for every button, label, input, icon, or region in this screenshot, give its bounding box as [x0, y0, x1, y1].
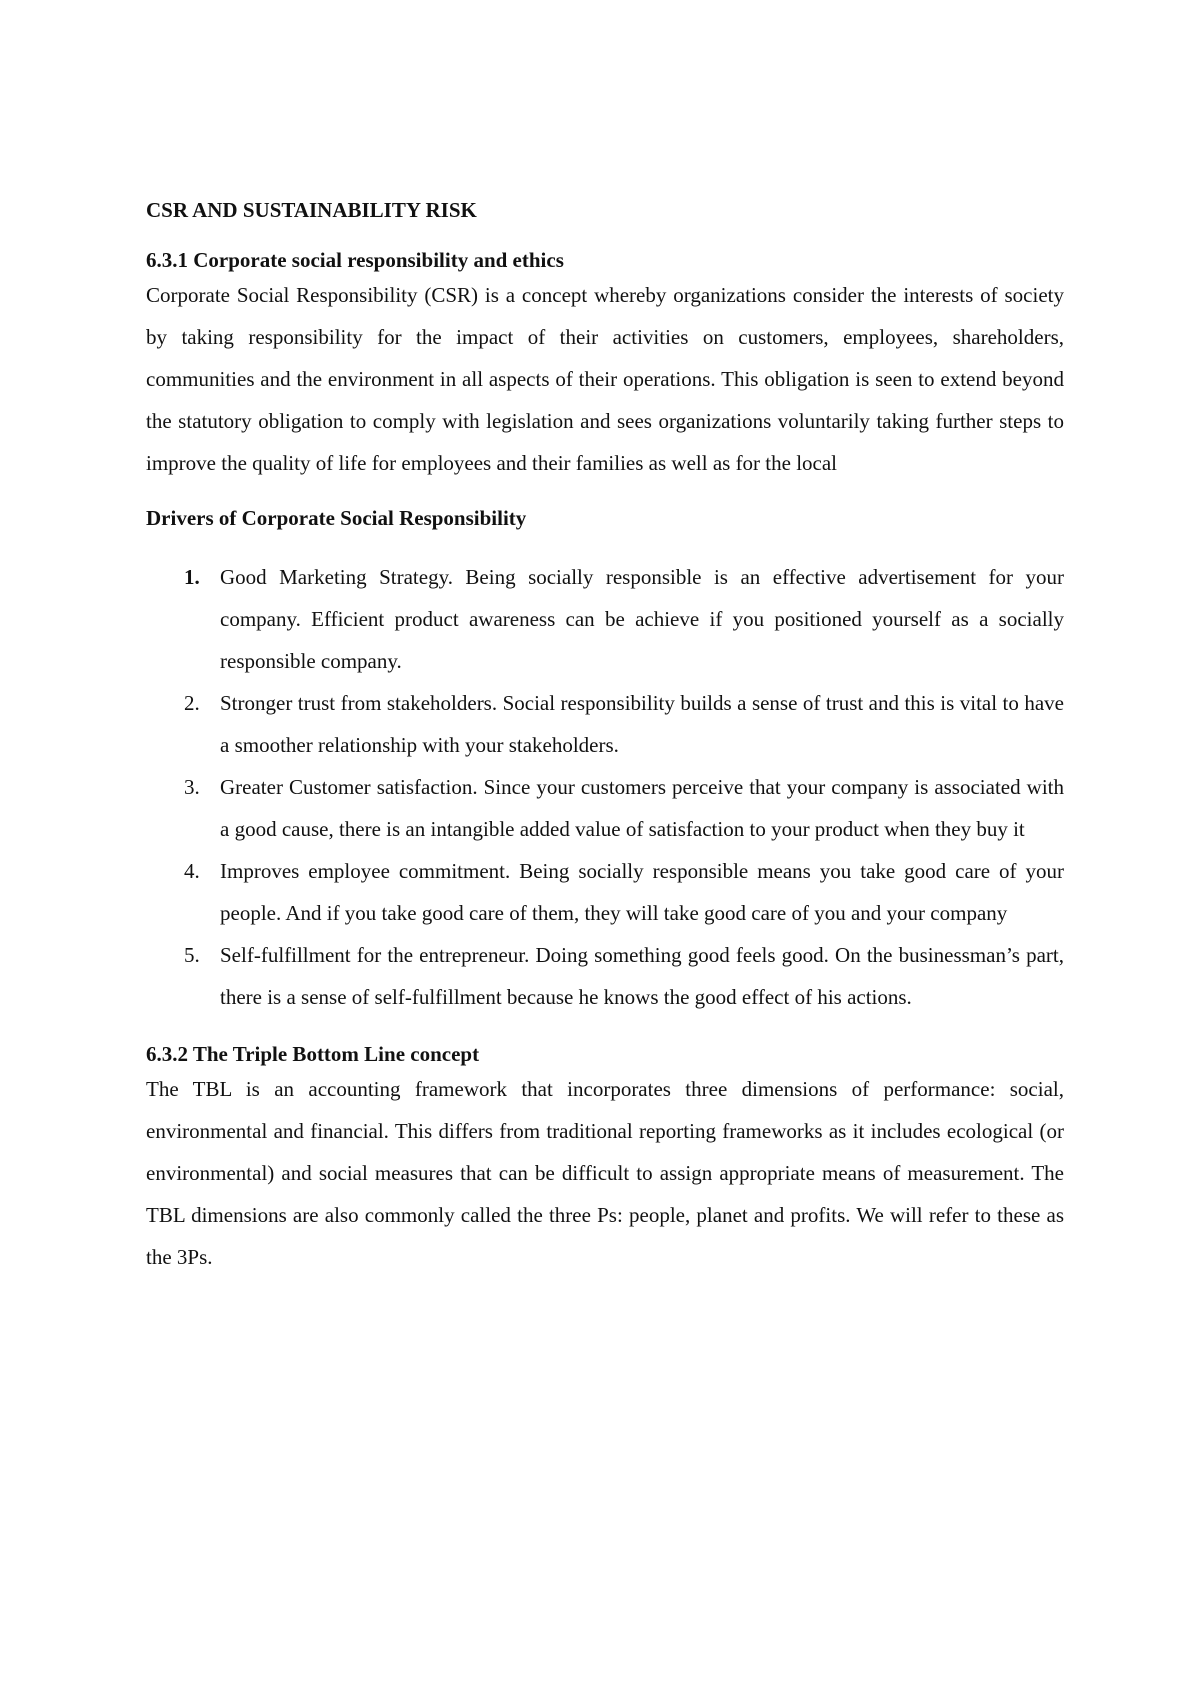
- driver-item: [146, 934, 1064, 1018]
- driver-number: 1.: [184, 565, 200, 589]
- driver-number: 3.: [184, 775, 200, 799]
- document-title: CSR AND SUSTAINABILITY RISK: [146, 198, 477, 222]
- driver-number: 2.: [184, 691, 200, 715]
- section-heading-triple-bottom-line: 6.3.2 The Triple Bottom Line concept: [146, 1042, 480, 1066]
- driver-number: 5.: [184, 943, 200, 967]
- driver-number: 4.: [184, 859, 200, 883]
- document-page: [146, 198, 1064, 1278]
- driver-item: [146, 766, 1064, 850]
- tbl-paragraph: The TBL is an accounting framework that incorporates three dimensions of performance: social, environmental and financial. This differs from traditional reporting frameworks as it includes ecological (or environmental) and social measures that can be difficult to assign appropriate means of measurement. The TBL dimensions are also commonly called the three Ps: people, planet and profits. We will refer to these as the 3Ps.: [146, 1077, 1064, 1269]
- driver-text: Self-fulfillment for the entrepreneur. Doing something good feels good. On the businessman’s part, there is a sense of self-fulfillment because he knows the good effect of his actions.: [220, 943, 1064, 1009]
- driver-item: [146, 556, 1064, 682]
- driver-item: [146, 682, 1064, 766]
- driver-item: [146, 850, 1064, 934]
- drivers-heading: Drivers of Corporate Social Responsibility: [146, 506, 527, 530]
- drivers-list: [146, 556, 1064, 1018]
- driver-text: Good Marketing Strategy. Being socially responsible is an effective advertisement for your company. Efficient product awareness can be achieve if you positioned yourself as a socially responsible company.: [220, 565, 1064, 673]
- driver-text: Stronger trust from stakeholders. Social responsibility builds a sense of trust and this is vital to have a smoother relationship with your stakeholders.: [220, 691, 1064, 757]
- csr-paragraph: Corporate Social Responsibility (CSR) is a concept whereby organizations consider the interests of society by taking responsibility for the impact of their activities on customers, employees, shareholders, communities and the environment in all aspects of their operations. This obligation is seen to extend beyond the statutory obligation to comply with legislation and sees organizations voluntarily taking further steps to improve the quality of life for employees and their families as well as for the local: [146, 283, 1064, 475]
- driver-text: Improves employee commitment. Being socially responsible means you take good care of your people. And if you take good care of them, they will take good care of you and your company: [220, 859, 1064, 925]
- driver-text: Greater Customer satisfaction. Since your customers perceive that your company is associated with a good cause, there is an intangible added value of satisfaction to your product when they buy it: [220, 775, 1064, 841]
- section-heading-csr-ethics: 6.3.1 Corporate social responsibility and ethics: [146, 248, 564, 272]
